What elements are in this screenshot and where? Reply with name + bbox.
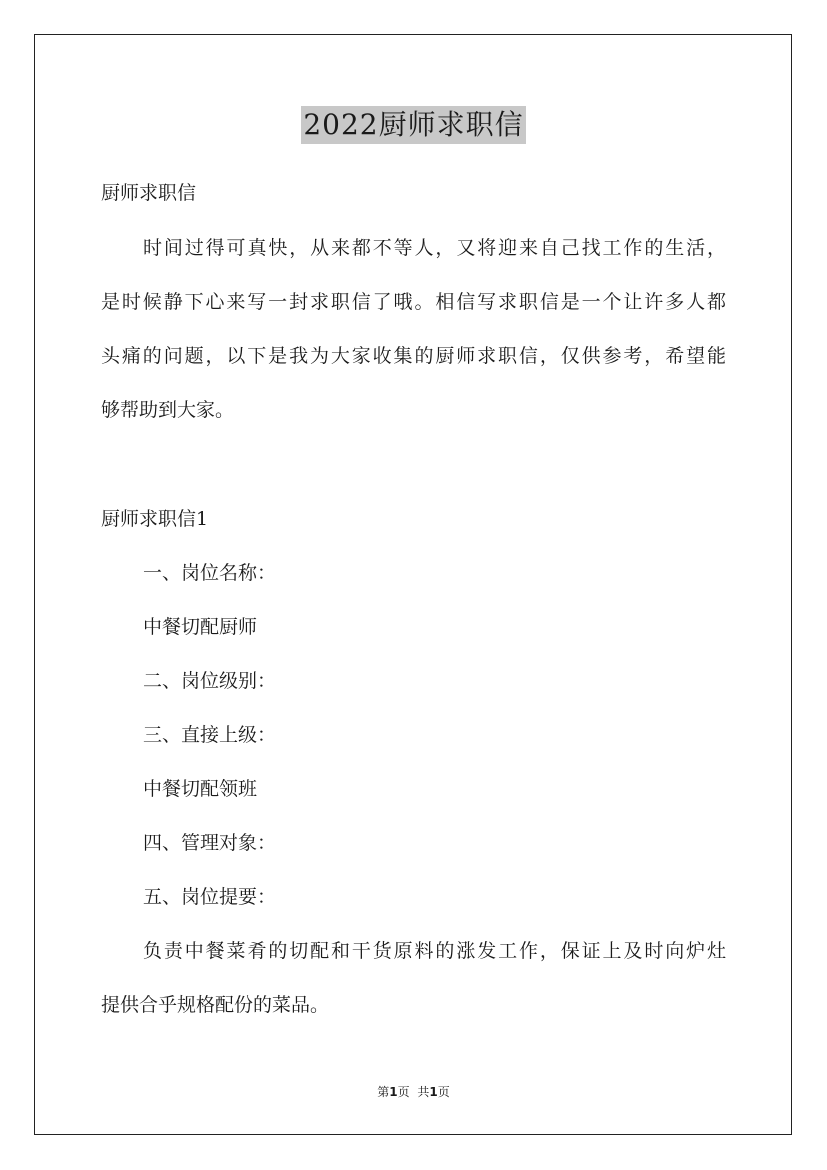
subtitle: 厨师求职信 [101, 182, 197, 204]
body-line-1: 负责中餐菜肴的切配和干货原料的涨发工作，保证上及时向炉灶 [143, 940, 726, 962]
item-position-name-value: 中餐切配厨师 [143, 616, 258, 638]
document-title [0, 104, 827, 144]
footer-total-suffix: 页 [437, 1085, 450, 1099]
item-direct-superior: 三、直接上级： [143, 724, 277, 746]
footer-total-pages: 1 [429, 1085, 438, 1099]
page-footer [0, 1084, 827, 1100]
item-management-target: 四、管理对象： [143, 832, 277, 854]
footer-page-number: 1 [389, 1085, 398, 1099]
intro-line-2: 是时候静下心来写一封求职信了哦。相信写求职信是一个让许多人都 [101, 291, 726, 313]
intro-line-3: 头痛的问题，以下是我为大家收集的厨师求职信，仅供参考，希望能 [101, 345, 726, 367]
footer-page-prefix: 第 [377, 1085, 390, 1099]
body-line-2: 提供合乎规格配份的菜品。 [101, 994, 330, 1016]
item-position-level: 二、岗位级别： [143, 670, 277, 692]
intro-line-1: 时间过得可真快，从来都不等人，又将迎来自己找工作的生活， [143, 237, 726, 259]
footer-total-prefix: 共 [417, 1085, 430, 1099]
footer-page-suffix: 页 [397, 1085, 410, 1099]
document-title-text: 2022厨师求职信 [301, 106, 525, 144]
item-position-name: 一、岗位名称： [143, 562, 277, 584]
section-heading: 厨师求职信1 [101, 508, 209, 530]
intro-line-4: 够帮助到大家。 [101, 399, 235, 421]
item-position-summary: 五、岗位提要： [143, 886, 277, 908]
item-direct-superior-value: 中餐切配领班 [143, 778, 258, 800]
